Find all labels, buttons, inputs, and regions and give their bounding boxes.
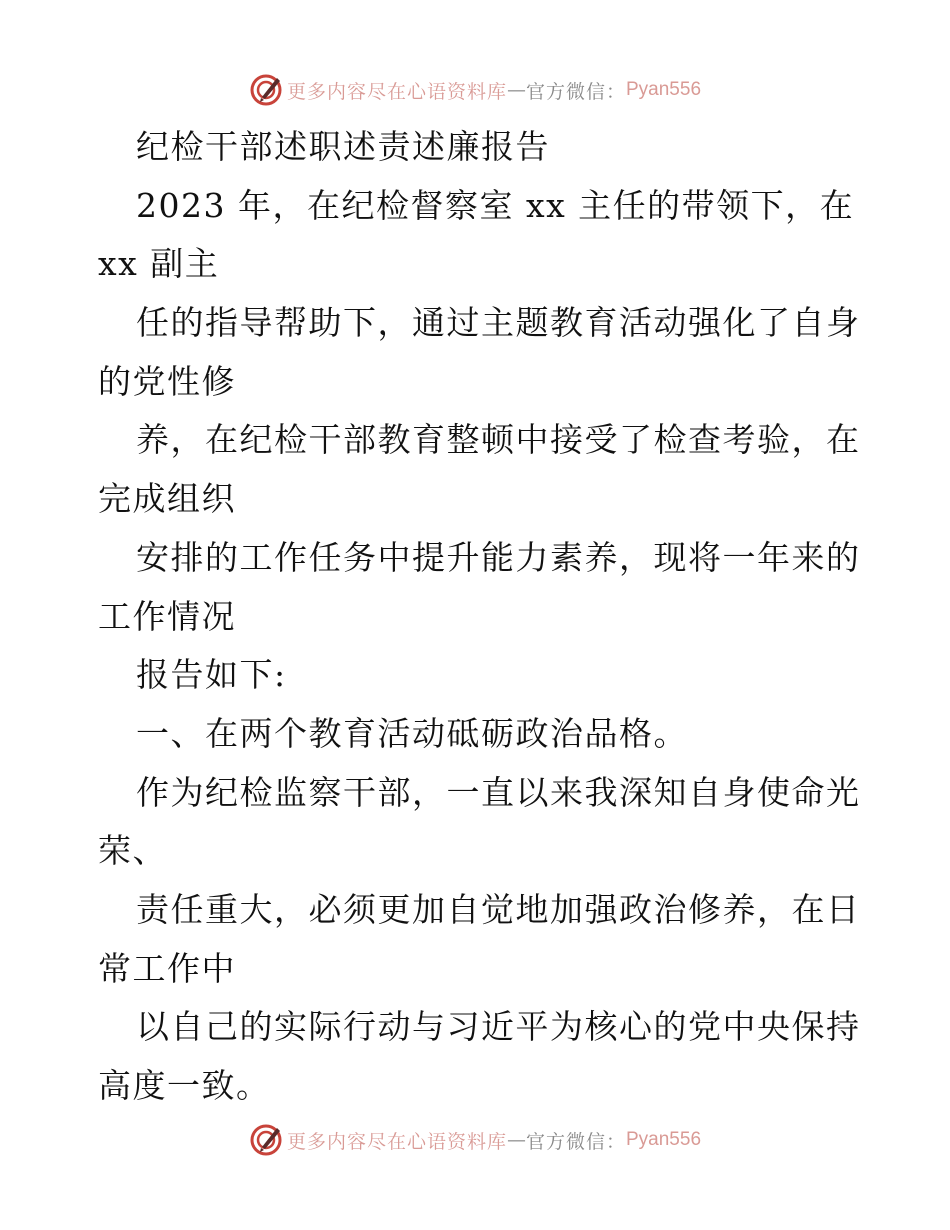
paragraph-line: 工作情况 [98,596,236,636]
banner-separator: — [506,1129,526,1151]
banner-text: 更多内容尽在心语资料库 [286,80,507,103]
banner-wechat-id: Pyan556 [626,1129,702,1150]
banner-wechat-id: Pyan556 [626,79,702,100]
quill-logo-icon [249,1123,283,1157]
banner-wechat-label: 官方微信： [525,1130,626,1153]
paragraph-line: 的党性修 [98,361,236,401]
paragraph-line: 常工作中 [98,948,236,988]
header-watermark-banner [0,70,950,110]
paragraph-line: 养，在纪检干部教育整顿中接受了检查考验，在 [136,420,861,460]
paragraph-line: 安排的工作任务中提升能力素养，现将一年来的 [136,537,861,577]
paragraph-line: xx 副主 [98,244,220,284]
paragraph-line: 报告如下: [136,655,287,695]
document-title: 纪检干部述职述责述廉报告 [136,127,550,166]
paragraph-line: 荣、 [98,831,167,871]
banner-separator: — [506,79,526,101]
quill-logo-icon [249,73,283,107]
paragraph-line: 任的指导帮助下，通过主题教育活动强化了自身 [136,303,861,343]
paragraph-line: 责任重大，必须更加自觉地加强政治修养，在日 [136,889,861,929]
document-body [98,118,861,1116]
footer-watermark-banner [0,1120,950,1160]
paragraph-line: 完成组织 [98,479,236,519]
banner-wechat-label: 官方微信： [525,80,626,103]
banner-text: 更多内容尽在心语资料库 [286,1130,507,1153]
section-heading: 一、在两个教育活动砥砺政治品格。 [136,713,688,753]
paragraph-line: 作为纪检监察干部，一直以来我深知自身使命光 [136,772,861,812]
paragraph-line: 2023 年，在纪检督察室 xx 主任的带领下，在 [136,185,855,225]
paragraph-line: 高度一致。 [98,1066,271,1105]
paragraph-line: 以自己的实际行动与习近平为核心的党中央保持 [136,1007,861,1047]
